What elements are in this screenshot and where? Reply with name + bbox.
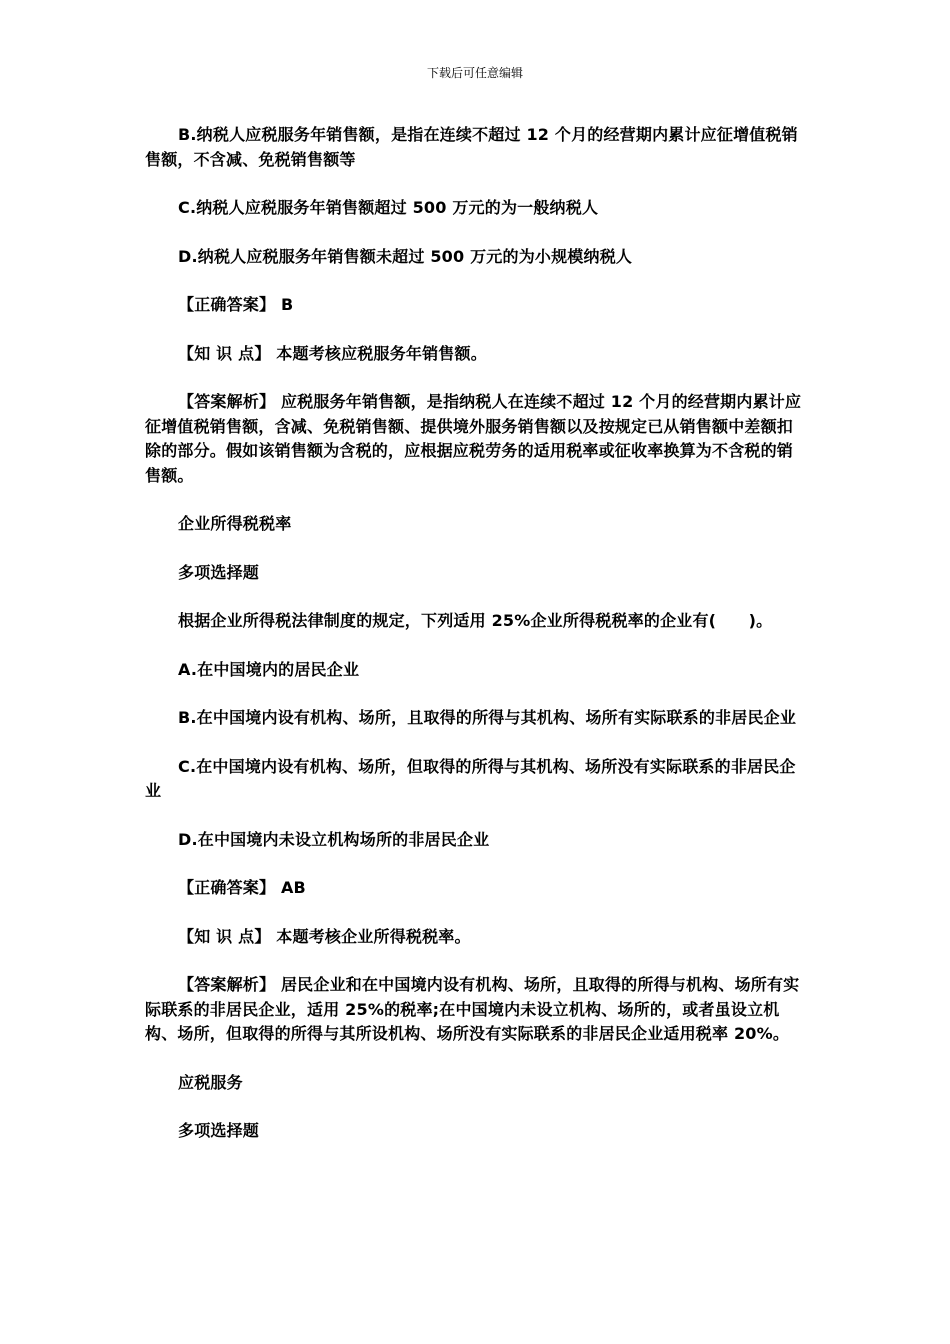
option-d-paragraph: D.纳税人应税服务年销售额未超过 500 万元的为小规模纳税人 bbox=[178, 246, 633, 266]
option-c-paragraph: C.在中国境内设有机构、场所，但取得的所得与其机构、场所没有实际联系的非居民企业 bbox=[145, 756, 796, 800]
document-body bbox=[145, 123, 807, 1168]
question-type: 多项选择题 bbox=[178, 1121, 260, 1140]
option-b-paragraph: B.在中国境内设有机构、场所，且取得的所得与其机构、场所有实际联系的非居民企业 bbox=[178, 708, 797, 727]
option-d-paragraph: D.在中国境内未设立机构场所的非居民企业 bbox=[178, 829, 490, 849]
answer-explanation: 【答案解析】 居民企业和在中国境内设有机构、场所，且取得的所得与机构、场所有实际联系的非居民企业，适用 25%的税率;在中国境内未设立机构、场所的，或者虽设立机构、场所，但取得的所得与其所设机构、场所没有实际联系的非居民企业适用税率 20%。 bbox=[145, 975, 800, 1043]
correct-answer: 【正确答案】 AB bbox=[178, 878, 306, 897]
section-heading: 企业所得税税率 bbox=[178, 514, 292, 533]
option-c-paragraph: C.纳税人应税服务年销售额超过 500 万元的为一般纳税人 bbox=[178, 198, 599, 217]
option-a-paragraph: A.在中国境内的居民企业 bbox=[178, 659, 360, 679]
answer-explanation: 【答案解析】 应税服务年销售额，是指纳税人在连续不超过 12 个月的经营期内累计应征增值税销售额，含减、免税销售额、提供境外服务销售额以及按规定已从销售额中差额扣除的部分。假如该销售额为含税的，应根据应税劳务的适用税率或征收率换算为不含税的销售额。 bbox=[145, 392, 802, 485]
question-type: 多项选择题 bbox=[178, 562, 260, 582]
knowledge-point: 【知 识 点】 本题考核应税服务年销售额。 bbox=[178, 343, 487, 363]
question-stem: 根据企业所得税法律制度的规定，下列适用 25%企业所得税税率的企业有( )。 bbox=[178, 611, 773, 630]
correct-answer: 【正确答案】 B bbox=[178, 295, 294, 314]
page-header: 下载后可任意编辑 bbox=[426, 66, 523, 80]
knowledge-point: 【知 识 点】 本题考核企业所得税税率。 bbox=[178, 926, 471, 946]
section-heading: 应税服务 bbox=[178, 1072, 243, 1092]
option-b-paragraph: B.纳税人应税服务年销售额，是指在连续不超过 12 个月的经营期内累计应征增值税销售额，不含减、免税销售额等 bbox=[145, 125, 798, 169]
